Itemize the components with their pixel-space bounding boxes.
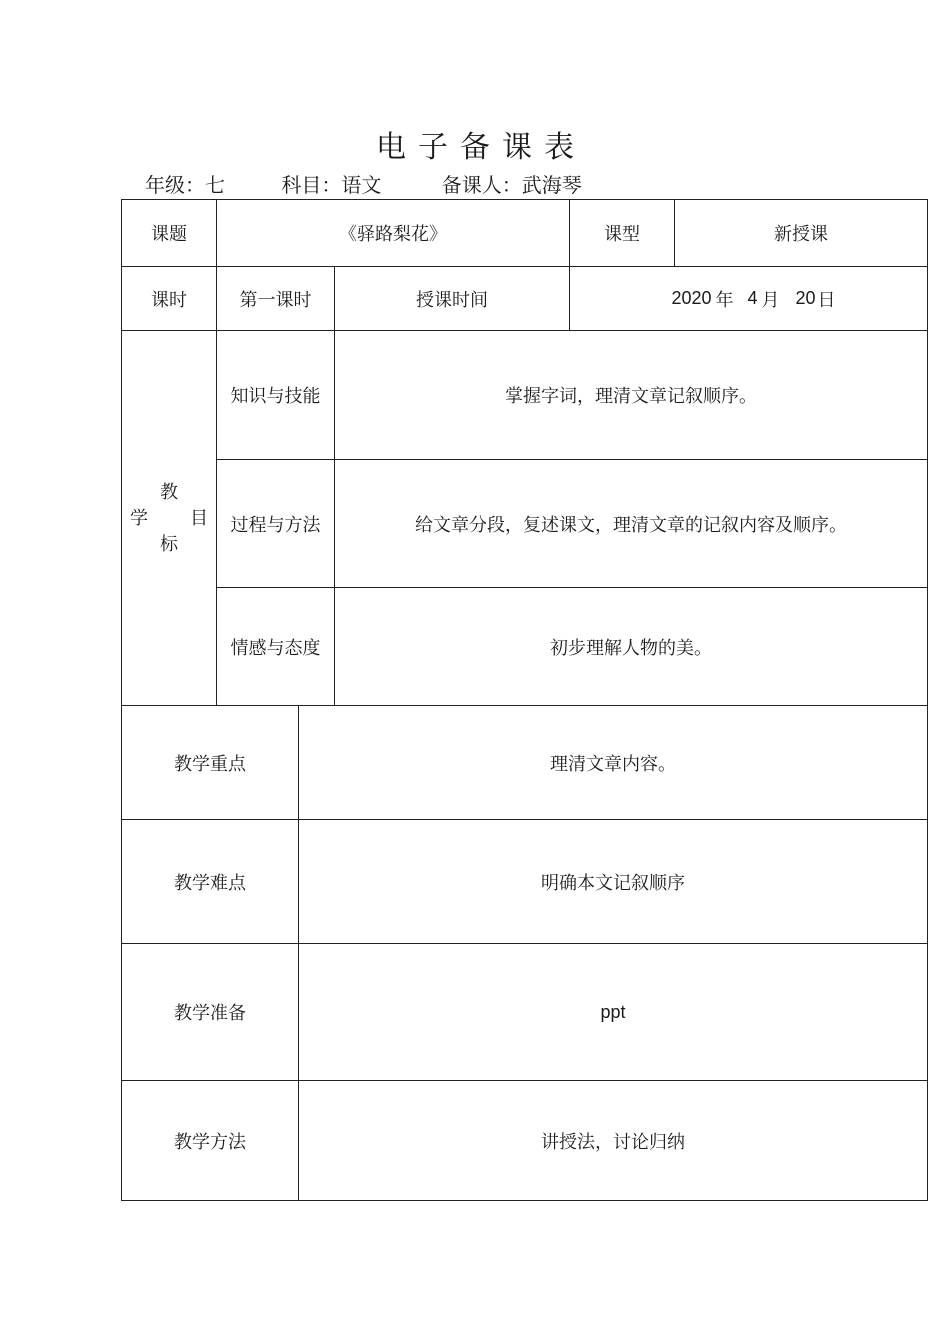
meta-line xyxy=(145,170,582,200)
teaching-objectives-label xyxy=(122,478,215,558)
teaching-time-value xyxy=(570,267,927,330)
knowledge-skills-label: 知识与技能 xyxy=(230,386,321,407)
key-point-value: 理清文章内容。 xyxy=(550,753,676,775)
subject-field: 科目：语文 xyxy=(281,173,382,197)
table-border-right xyxy=(927,199,928,1201)
preparation-value xyxy=(299,944,927,1080)
preparation-value-text: ppt xyxy=(600,1001,626,1022)
preparer-field: 备课人：武海琴 xyxy=(441,173,582,197)
period-label: 课时 xyxy=(151,289,187,311)
objectives-char: 教 xyxy=(160,482,178,503)
process-methods-label: 过程与方法 xyxy=(230,514,321,536)
method-label: 教学方法 xyxy=(174,1131,246,1153)
emotion-attitude-value: 初步理解人物的美。 xyxy=(550,637,712,659)
time-day-unit: 日 xyxy=(817,289,836,311)
lesson-type-label: 课型 xyxy=(604,224,640,245)
page-title: 电子备课表 xyxy=(376,130,586,165)
teaching-time-label: 授课时间 xyxy=(416,289,488,311)
process-methods-value: 给文章分段，复述课文，理清文章的记叙内容及顺序。 xyxy=(415,514,847,536)
key-point-label: 教学重点 xyxy=(174,753,246,775)
time-month: 4 xyxy=(747,288,758,308)
time-year-unit: 年 xyxy=(715,289,734,311)
lesson-type-value: 新授课 xyxy=(774,224,828,245)
topic-value: 《驿路梨花》 xyxy=(339,224,447,245)
method-value: 讲授法，讨论归纳 xyxy=(541,1131,685,1153)
objectives-char: 标 xyxy=(160,534,178,555)
knowledge-skills-value: 掌握字词，理清文章记叙顺序。 xyxy=(505,386,757,407)
preparation-label: 教学准备 xyxy=(174,1003,246,1024)
table-border-bottom xyxy=(121,1200,928,1201)
objectives-char: 学 xyxy=(130,508,148,529)
grade-field: 年级：七 xyxy=(145,173,225,197)
time-month-unit: 月 xyxy=(761,289,780,311)
emotion-attitude-label: 情感与态度 xyxy=(230,637,321,659)
difficulty-label: 教学难点 xyxy=(174,872,246,894)
objectives-char: 目 xyxy=(190,508,208,529)
topic-label: 课题 xyxy=(151,224,187,245)
time-year: 2020 xyxy=(671,288,712,308)
period-value: 第一课时 xyxy=(239,289,312,311)
time-day: 20 xyxy=(795,288,816,308)
difficulty-value: 明确本文记叙顺序 xyxy=(541,872,685,894)
